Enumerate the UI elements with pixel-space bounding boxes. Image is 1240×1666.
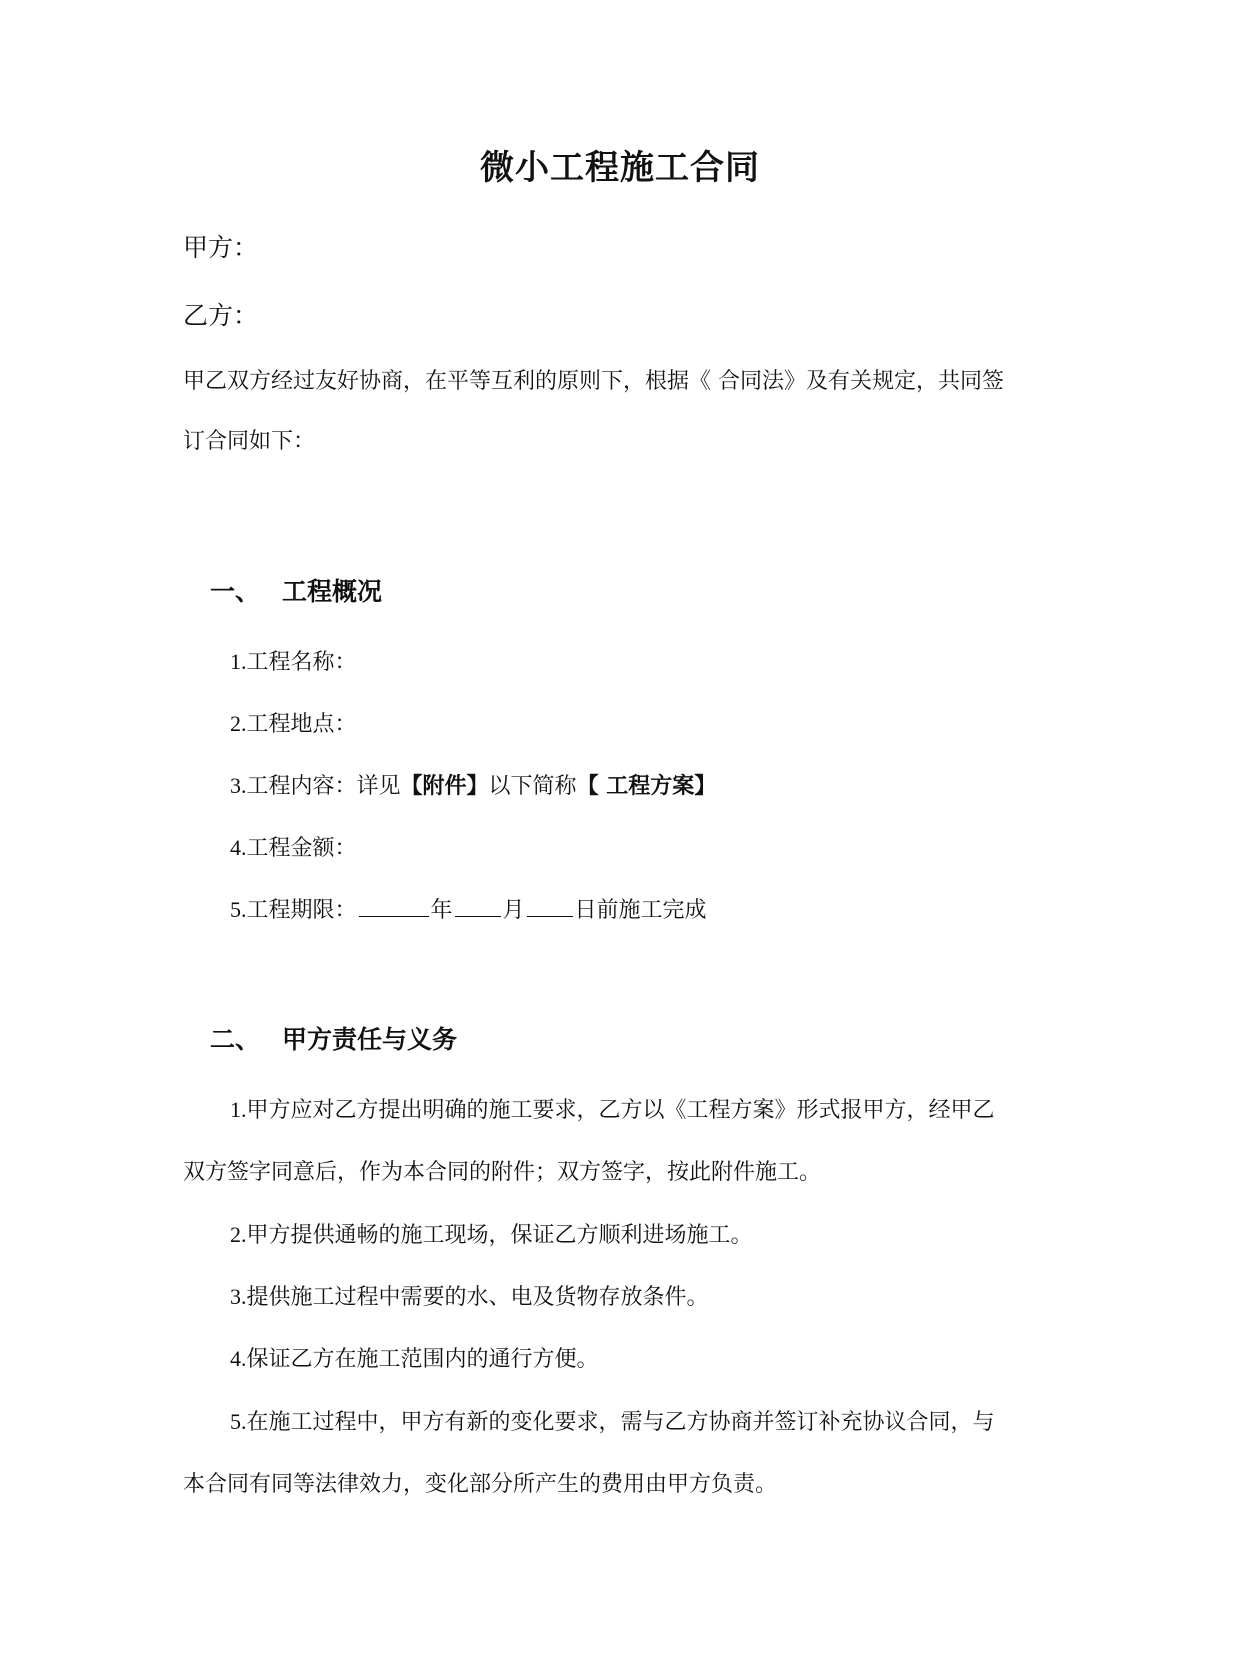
year-blank[interactable] — [359, 894, 429, 917]
s1-item-1: 1.工程名称： — [230, 649, 357, 675]
s2-item-5-line-1: 5.在施工过程中，甲方有新的变化要求，需与乙方协商并签订补充协议合同，与 — [230, 1409, 995, 1435]
day-blank[interactable] — [527, 894, 573, 917]
s2-item-1-line-2: 双方签字同意后，作为本合同的附件；双方签字，按此附件施工。 — [183, 1160, 822, 1185]
document-title: 微小工程施工合同 — [480, 148, 760, 188]
section-2-number: 二、 — [210, 1025, 261, 1054]
section-1-number: 一、 — [210, 577, 261, 606]
s2-item-1-line-1: 1.甲方应对乙方提出明确的施工要求，乙方以《工程方案》形式报甲方，经甲乙 — [230, 1097, 995, 1123]
attachment-ref: 【附件】 — [400, 774, 489, 799]
preamble-line-1: 甲乙双方经过友好协商，在平等互利的原则下，根据《 合同法》及有关规定，共同签 — [183, 369, 1004, 394]
s2-item-3: 3.提供施工过程中需要的水、电及货物存放条件。 — [230, 1284, 709, 1310]
section-1-title: 工程概况 — [282, 577, 383, 606]
s2-item-2: 2.甲方提供通畅的施工现场，保证乙方顺利进场施工。 — [230, 1222, 753, 1248]
s2-item-4: 4.保证乙方在施工范围内的通行方便。 — [230, 1346, 599, 1372]
s1-item-2: 2.工程地点： — [230, 711, 357, 737]
party-b-label: 乙方： — [183, 301, 259, 330]
section-2-title: 甲方责任与义务 — [282, 1025, 458, 1054]
month-blank[interactable] — [455, 894, 501, 917]
s1-item-5: 5.工程期限： 年 月 日前施工完成 — [230, 893, 707, 924]
s1-item-3: 3.工程内容：详见【附件】以下简称【 工程方案】 — [230, 773, 717, 799]
preamble-line-2: 订合同如下： — [183, 429, 316, 454]
section-2-heading — [210, 1020, 457, 1056]
party-a-label: 甲方： — [183, 233, 259, 262]
project-plan-ref: 【 工程方案】 — [576, 774, 717, 799]
section-1-heading — [210, 572, 382, 608]
s1-item-4: 4.工程金额： — [230, 835, 357, 861]
s2-item-5-line-2: 本合同有同等法律效力，变化部分所产生的费用由甲方负责。 — [183, 1472, 778, 1497]
